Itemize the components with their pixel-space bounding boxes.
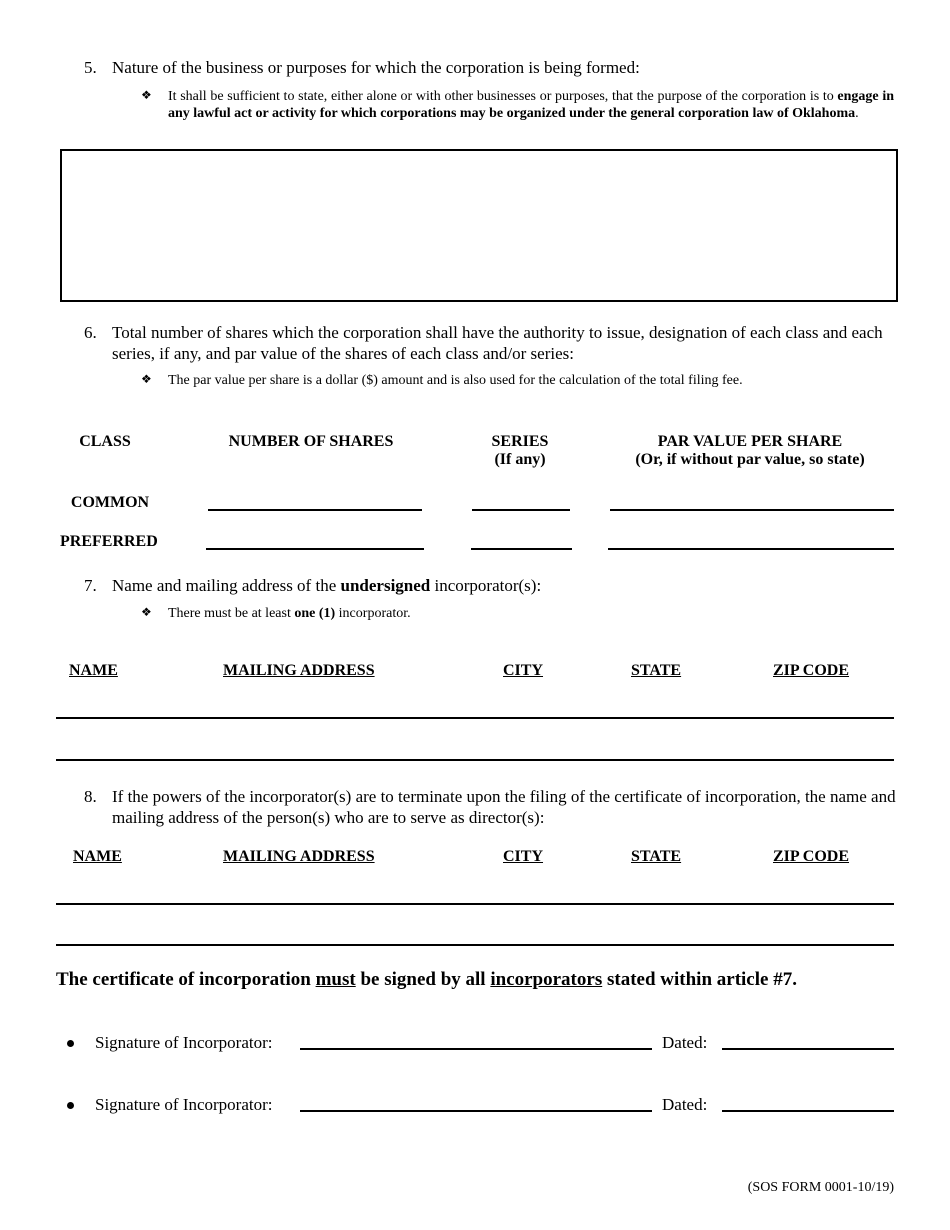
article-7-note-prefix: There must be at least [168,606,295,621]
director-city-header: CITY [503,848,544,865]
bullet-icon [67,1102,74,1109]
article-7-number: 7. [84,576,97,595]
signature-notice-part5: stated within article #7. [602,969,797,990]
article-5-text: Nature of the business or purposes for which the corporation is being formed: [112,58,640,77]
article-7-text [112,575,541,596]
article-7-note [168,605,894,622]
incorporator-city-header: CITY [503,662,544,679]
par-value-header-label: PAR VALUE PER SHARE [657,433,843,450]
diamond-bullet-icon: ❖ [141,372,152,386]
incorporator-entry-line-1[interactable] [56,717,894,719]
director-state-header: STATE [631,848,682,865]
preferred-series-field[interactable] [471,530,572,550]
director-address-header: MAILING ADDRESS [223,848,375,865]
director-entry-line-1[interactable] [56,903,894,905]
dated-label: Dated: [662,1033,708,1052]
signature-notice-must: must [315,969,356,990]
article-5-note [168,88,894,122]
article-6-text: Total number of shares which the corporation shall have the authority to issue, designation of each class and each series, if any, and par value of the shares of each class and/or series: [112,323,883,363]
director-zip-header: ZIP CODE [773,848,850,865]
article-6 [84,322,896,364]
article-8-text: If the powers of the incorporator(s) are to terminate upon the filing of the certificate of incorporation, the name and mailing address of the person(s) who are to serve as director(s): [112,787,896,827]
article-7-text-bold: undersigned [340,576,431,595]
series-header [460,433,580,469]
incorporator-name-header: NAME [69,662,118,679]
date-field-1[interactable] [722,1030,894,1050]
article-6-number: 6. [84,323,97,342]
signature-label: Signature of Incorporator: [95,1095,273,1114]
date-field-2[interactable] [722,1092,894,1112]
number-of-shares-header: NUMBER OF SHARES [228,433,394,450]
preferred-row-label: PREFERRED [60,533,158,550]
business-purpose-textbox[interactable] [60,149,898,302]
incorporator-state-header: STATE [631,662,682,679]
signature-field-2[interactable] [300,1092,652,1112]
article-7-note-suffix: incorporator. [335,606,411,621]
form-id: (SOS FORM 0001-10/19) [747,1180,894,1195]
article-7-text-suffix: incorporator(s): [430,576,542,595]
common-series-field[interactable] [472,491,570,511]
article-5-note-suffix: . [855,106,859,121]
diamond-bullet-icon: ❖ [141,605,152,619]
par-value-header-sub: (Or, if without par value, so state) [635,451,865,468]
preferred-shares-field[interactable] [206,530,424,550]
article-5-note-text: It shall be sufficient to state, either alone or with other businesses or purposes, that the purpose of the corporation is to [168,89,838,104]
article-5-note-bold: engage in any lawful act or activity for which corporations may be organized under the general corporation law of Oklahoma [168,89,894,121]
signature-label: Signature of Incorporator: [95,1033,273,1052]
dated-label: Dated: [662,1095,708,1114]
diamond-bullet-icon: ❖ [141,88,152,102]
article-8-number: 8. [84,787,97,806]
incorporator-address-header: MAILING ADDRESS [223,662,375,679]
signature-notice-incorporators: incorporators [490,969,603,990]
common-shares-field[interactable] [208,491,422,511]
incorporator-zip-header: ZIP CODE [773,662,850,679]
director-entry-line-2[interactable] [56,944,894,946]
article-7-note-bold: one (1) [294,606,336,621]
preferred-par-field[interactable] [608,530,894,550]
series-header-sub: (If any) [494,451,546,468]
class-header: CLASS [79,433,131,450]
common-par-field[interactable] [610,491,894,511]
signature-notice-part1: The certificate of incorporation [56,969,316,990]
series-header-label: SERIES [491,433,549,450]
article-6-note: The par value per share is a dollar ($) amount and is also used for the calculation of the total filing fee. [168,373,743,388]
incorporator-entry-line-2[interactable] [56,759,894,761]
signature-field-1[interactable] [300,1030,652,1050]
bullet-icon [67,1040,74,1047]
par-value-header [605,433,895,469]
signature-notice [56,969,797,991]
signature-notice-part3: be signed by all [355,969,491,990]
common-row-label: COMMON [70,494,150,511]
article-5-number: 5. [84,58,97,77]
article-7-text-prefix: Name and mailing address of the [112,576,341,595]
article-8 [84,786,896,828]
director-name-header: NAME [73,848,122,865]
